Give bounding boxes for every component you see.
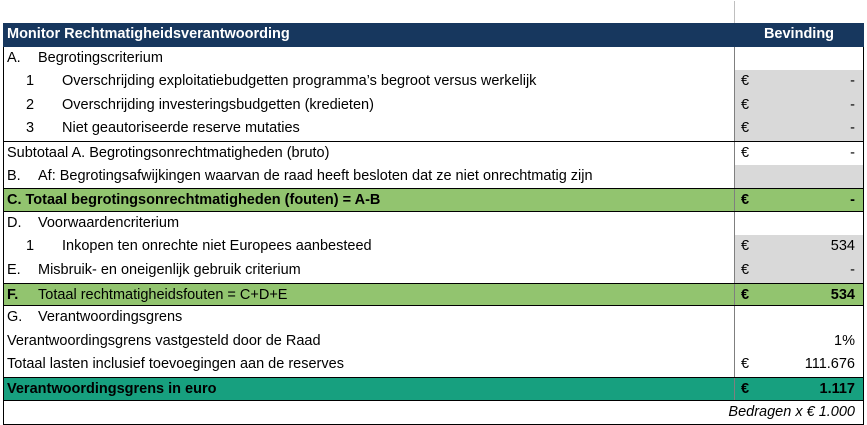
amount-value: 1% bbox=[834, 332, 855, 349]
row-text: Totaal lasten inclusief toevoegingen aan de reserves bbox=[7, 356, 344, 373]
amount-value: - bbox=[850, 144, 855, 161]
amount-value: 534 bbox=[830, 286, 855, 303]
table-row bbox=[3, 306, 864, 330]
amount-value: 111.676 bbox=[804, 356, 855, 373]
header-row bbox=[3, 23, 864, 47]
currency-symbol: € bbox=[741, 96, 750, 113]
currency-symbol: € bbox=[741, 286, 750, 303]
currency-symbol: € bbox=[741, 238, 750, 255]
row-letter: B. bbox=[7, 167, 21, 184]
table-row bbox=[3, 212, 864, 236]
row-text: Inkopen ten onrechte niet Europees aanbesteed bbox=[62, 238, 372, 255]
footer-row bbox=[3, 401, 864, 425]
row-number: 2 bbox=[26, 96, 35, 113]
amount-value: - bbox=[850, 73, 855, 90]
row-text: Totaal rechtmatigheidsfouten = C+D+E bbox=[38, 286, 288, 303]
finding-column-header: Bevinding bbox=[763, 26, 835, 42]
currency-symbol: € bbox=[741, 261, 750, 278]
currency-symbol: € bbox=[741, 73, 750, 90]
table-row bbox=[3, 235, 864, 259]
row-text: Overschrijding investeringsbudgetten (kredieten) bbox=[62, 96, 374, 113]
subtotal-row bbox=[3, 141, 864, 165]
total-row-grens bbox=[3, 377, 864, 401]
amount-value: - bbox=[850, 96, 855, 113]
row-letter: E. bbox=[7, 261, 21, 278]
row-text: Verantwoordingsgrens in euro bbox=[7, 380, 217, 397]
row-text: Niet geautoriseerde reserve mutaties bbox=[62, 120, 300, 137]
amount-value: 534 bbox=[830, 238, 855, 255]
amount-value: - bbox=[850, 192, 855, 209]
row-number: 3 bbox=[26, 120, 35, 137]
row-text: Af: Begrotingsafwijkingen waarvan de raad heeft besloten dat ze niet onrechtmatig zijn bbox=[38, 167, 593, 184]
table-row bbox=[3, 47, 864, 71]
amount-value: 1.117 bbox=[819, 380, 855, 397]
row-number: 1 bbox=[26, 73, 35, 90]
table-row bbox=[3, 70, 864, 94]
row-text: Verantwoordingsgrens vastgesteld door de Raad bbox=[7, 332, 321, 349]
rechtmatigheid-table bbox=[3, 1, 864, 425]
currency-symbol: € bbox=[741, 144, 750, 161]
table-row bbox=[3, 165, 864, 189]
row-text: Subtotaal A. Begrotingsonrechtmatigheden (bruto) bbox=[7, 144, 330, 161]
table-title: Monitor Rechtmatigheidsverantwoording bbox=[7, 26, 290, 42]
currency-symbol: € bbox=[741, 380, 750, 397]
amount-value: - bbox=[850, 261, 855, 278]
row-letter: G. bbox=[7, 309, 23, 326]
footer-note: Bedragen x € 1.000 bbox=[728, 403, 855, 420]
table-row bbox=[3, 353, 864, 377]
table-row bbox=[3, 259, 864, 283]
currency-symbol: € bbox=[741, 192, 750, 209]
row-number: 1 bbox=[26, 238, 35, 255]
row-letter: A. bbox=[7, 49, 21, 66]
row-text: Begrotingscriterium bbox=[38, 49, 163, 66]
currency-symbol: € bbox=[741, 120, 750, 137]
currency-symbol: € bbox=[741, 356, 750, 373]
amount-value: - bbox=[850, 120, 855, 137]
top-spacer-row bbox=[3, 1, 864, 23]
row-letter: D. bbox=[7, 214, 22, 231]
row-text: Verantwoordingsgrens bbox=[38, 309, 183, 326]
table-row bbox=[3, 330, 864, 354]
total-row-f bbox=[3, 283, 864, 307]
total-row-c bbox=[3, 188, 864, 212]
row-letter: F. bbox=[7, 286, 19, 303]
row-text: C. Totaal begrotingsonrechtmatigheden (fouten) = A-B bbox=[7, 192, 381, 209]
row-text: Voorwaardencriterium bbox=[38, 214, 180, 231]
table-row bbox=[3, 117, 864, 141]
table-row bbox=[3, 94, 864, 118]
row-text: Overschrijding exploitatiebudgetten programma’s begroot versus werkelijk bbox=[62, 73, 537, 90]
row-text: Misbruik- en oneigenlijk gebruik criterium bbox=[38, 261, 301, 278]
